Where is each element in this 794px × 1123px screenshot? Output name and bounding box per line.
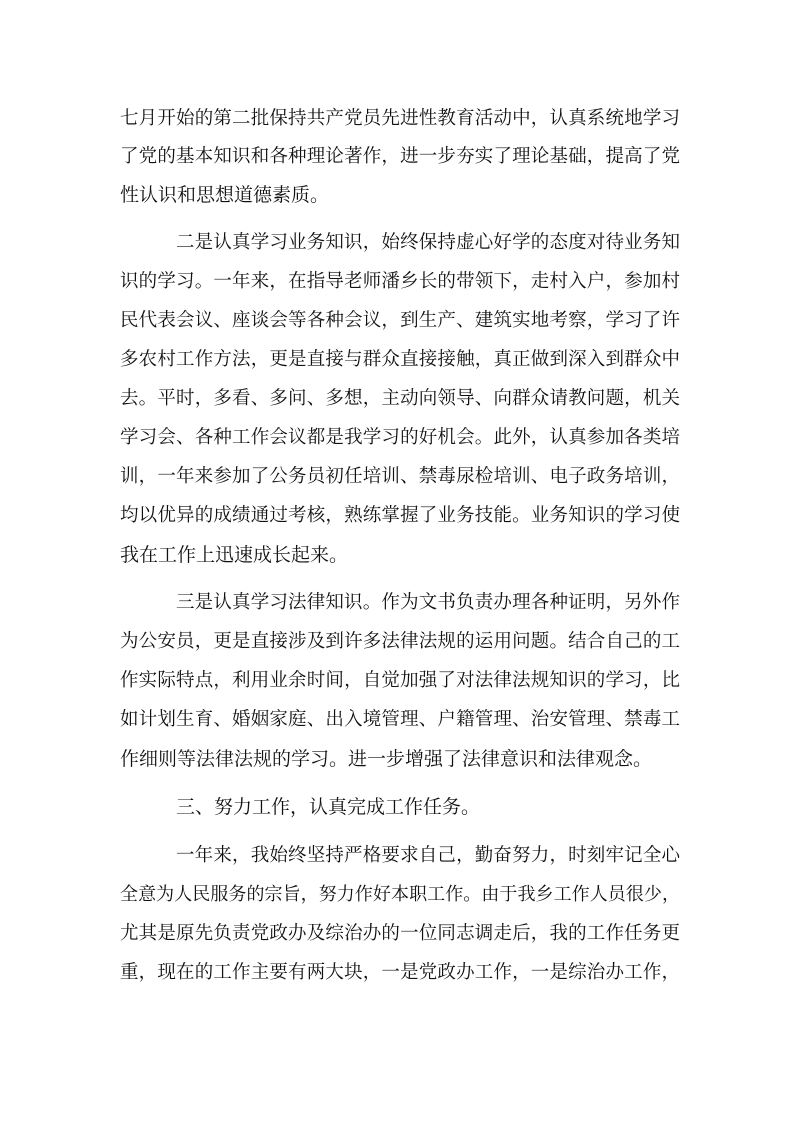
- text-line: 尤其是原先负责党政办及综治办的一位同志调走后，我的工作任务更: [120, 923, 680, 944]
- text-line: 作细则等法律法规的学习。进一步增强了法律意识和法律观念。: [120, 748, 653, 770]
- text-line: 性认识和思想道德素质。: [120, 184, 330, 206]
- text-line: 如计划生育、婚姻家庭、出入境管理、户籍管理、治安管理、禁毒工: [120, 709, 680, 730]
- text-line: 识的学习。一年来，在指导老师潘乡长的带领下，走村入户，参加村: [120, 271, 680, 292]
- paragraph-start-line: 二是认真学习业务知识，始终保持虚心好学的态度对待业务知: [176, 232, 680, 253]
- text-line: 多农村工作方法，更是直接与群众直接接触，真正做到深入到群众中: [120, 349, 680, 370]
- text-line: 我在工作上迅速成长起来。: [120, 544, 349, 566]
- text-line: 去。平时，多看、多问、多想，主动向领导、向群众请教问题，机关: [120, 388, 680, 409]
- text-line: 为公安员，更是直接涉及到许多法律法规的运用问题。结合自己的工: [120, 631, 680, 652]
- text-line: 作实际特点，利用业余时间，自觉加强了对法律法规知识的学习，比: [120, 670, 680, 691]
- text-line: 了党的基本知识和各种理论著作，进一步夯实了理论基础，提高了党: [120, 146, 680, 167]
- text-line: 学习会、各种工作会议都是我学习的好机会。此外，认真参加各类培: [120, 427, 680, 448]
- text-line: 均以优异的成绩通过考核，熟练掌握了业务技能。业务知识的学习使: [120, 505, 680, 526]
- text-line: 训，一年来参加了公务员初任培训、禁毒尿检培训、电子政务培训，: [120, 466, 680, 487]
- text-line: 七月开始的第二批保持共产党员先进性教育活动中，认真系统地学习: [120, 108, 680, 129]
- paragraph-start-line: 三是认真学习法律知识。作为文书负责办理各种证明，另外作: [176, 592, 680, 613]
- text-line: 民代表会议、座谈会等各种会议，到生产、建筑实地考察，学习了许: [120, 310, 680, 331]
- section-heading: 三、努力工作，认真完成工作任务。: [176, 796, 481, 818]
- text-line: 全意为人民服务的宗旨，努力作好本职工作。由于我乡工作人员很少，: [120, 884, 680, 905]
- text-line: 重，现在的工作主要有两大块，一是党政办工作，一是综治办工作，: [120, 962, 680, 983]
- paragraph-start-line: 一年来，我始终坚持严格要求自己，勤奋努力，时刻牢记全心: [176, 845, 680, 866]
